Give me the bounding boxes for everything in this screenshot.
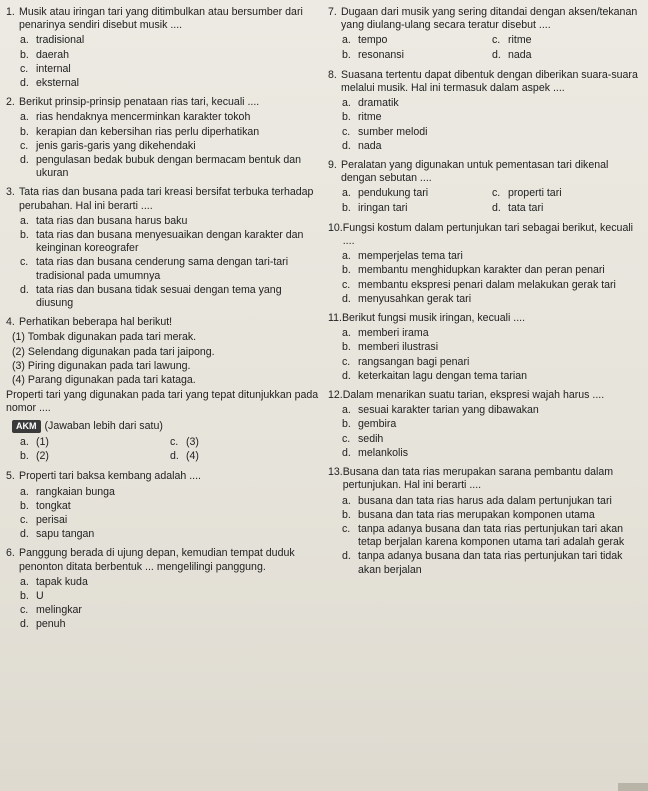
option-text: tanpa adanya busana dan tata rias pertunjukan tari akan tetap berjalan karena komponen utama tari adalah gerak <box>358 522 625 549</box>
answer-option <box>20 604 320 617</box>
akm-note: (Jawaban lebih dari satu) <box>44 419 163 432</box>
option-letter: c. <box>342 522 351 535</box>
option-text: resonansi <box>358 48 404 61</box>
option-text: dramatik <box>358 97 399 110</box>
answer-option <box>20 34 320 47</box>
option-text: gembira <box>358 418 397 431</box>
option-text: (1) <box>36 435 49 448</box>
option-text: U <box>36 589 44 602</box>
answer-option <box>20 618 320 631</box>
option-letter: b. <box>20 48 29 61</box>
answer-option <box>20 514 320 527</box>
answer-option <box>342 264 642 277</box>
question-text: Fungsi kostum dalam pertunjukan tari sebagai berikut, kecuali .... <box>342 221 634 248</box>
answer-options <box>6 486 320 542</box>
option-letter: d. <box>20 154 29 167</box>
answer-option <box>20 450 170 463</box>
answer-option <box>170 450 320 463</box>
question-number: 13. <box>328 466 343 479</box>
option-text: tongkat <box>36 499 71 512</box>
answer-option <box>170 436 320 449</box>
option-text: tanpa adanya busana dan tata rias pertunjukan tari tidak akan berjalan <box>358 550 623 576</box>
option-text: tata rias dan busana menyesuaikan dengan karakter dan keinginan koreografer <box>36 229 304 255</box>
option-letter: b. <box>342 48 351 61</box>
answer-option <box>342 418 642 431</box>
option-letter: a. <box>20 34 29 47</box>
option-letter: b. <box>342 508 351 521</box>
answer-option <box>492 187 642 200</box>
option-text: eksternal <box>36 77 79 90</box>
question-number: 3. <box>6 186 15 199</box>
answer-options <box>6 111 320 180</box>
question-number: 2. <box>6 96 15 109</box>
question-text: Panggung berada di ujung depan, kemudian tempat duduk penonton ditata berbentuk ... mengelilingi panggung. <box>19 547 295 573</box>
option-text: internal <box>36 62 71 75</box>
option-text: sesuai karakter tarian yang dibawakan <box>358 404 539 417</box>
option-text: sedih <box>358 432 384 445</box>
list-item: (2) Selendang digunakan pada tari jaipong. <box>12 345 215 358</box>
option-letter: c. <box>492 34 501 47</box>
answer-option <box>342 550 642 576</box>
question <box>328 159 642 185</box>
answer-option <box>342 187 492 200</box>
answer-option <box>20 215 320 228</box>
option-text: tradisional <box>36 34 85 47</box>
option-text: tata rias dan busana tidak sesuai dengan tema yang diusung <box>36 283 282 310</box>
option-letter: d. <box>20 528 29 541</box>
answer-option <box>492 34 642 47</box>
option-text: rangsangan bagi penari <box>358 355 470 368</box>
option-text: nada <box>508 48 532 61</box>
question <box>6 316 320 329</box>
question-number: 1. <box>6 6 15 18</box>
option-text: menyusahkan gerak tari <box>358 292 472 305</box>
option-text: pendukung tari <box>358 187 429 200</box>
option-letter: a. <box>342 250 351 263</box>
answer-option <box>342 327 642 340</box>
answer-option <box>492 202 642 215</box>
question-number: 9. <box>328 159 337 172</box>
answer-option <box>20 576 320 589</box>
option-letter: b. <box>20 589 29 602</box>
option-text: pengulasan bedak bubuk dengan bermacam bentuk dan ukuran <box>36 154 302 180</box>
answer-option <box>20 49 320 62</box>
option-letter: a. <box>20 111 29 124</box>
answer-options <box>328 404 642 460</box>
option-letter: c. <box>20 256 29 269</box>
question <box>328 69 642 95</box>
answer-option <box>492 49 642 62</box>
question <box>328 389 642 402</box>
option-text: penuh <box>36 618 66 631</box>
option-letter: a. <box>20 214 29 227</box>
answer-option <box>342 34 492 47</box>
answer-option <box>342 140 642 153</box>
question <box>6 470 320 483</box>
option-letter: a. <box>20 485 29 498</box>
answer-options <box>328 327 642 383</box>
left-column <box>6 6 320 638</box>
question-number: 7. <box>328 6 337 18</box>
question-text: Suasana tertentu dapat dibentuk dengan diberikan suara-suara melalui musik. Hal ini termasuk dalam aspek .... <box>341 68 638 95</box>
option-letter: a. <box>20 435 29 448</box>
page-corner <box>618 783 648 791</box>
option-text: memberi ilustrasi <box>358 341 439 354</box>
option-letter: c. <box>342 278 351 291</box>
option-text: membantu ekspresi penari dalam melakukan gerak tari <box>358 278 616 291</box>
option-letter: b. <box>20 125 29 138</box>
option-letter: b. <box>20 450 29 463</box>
answer-options <box>6 576 320 632</box>
option-letter: a. <box>342 187 351 200</box>
akm-row <box>12 420 320 433</box>
question-number: 4. <box>6 316 15 329</box>
answer-options <box>328 97 642 153</box>
option-letter: c. <box>170 435 179 448</box>
option-letter: c. <box>342 432 351 445</box>
option-text: ritme <box>508 34 532 47</box>
question-number: 5. <box>6 470 15 483</box>
answer-option <box>20 436 170 449</box>
option-text: rias hendaknya mencerminkan karakter tokoh <box>36 111 251 124</box>
question-text: Busana dan tata rias merupakan sarana pembantu dalam pertunjukan. Hal ini berarti .... <box>342 466 614 492</box>
answer-option <box>342 509 642 522</box>
option-letter: a. <box>20 575 29 588</box>
answer-option <box>20 528 320 541</box>
option-text: tapak kuda <box>36 575 88 588</box>
question-text: Perhatikan beberapa hal berikut! <box>19 316 173 329</box>
option-letter: c. <box>20 139 29 152</box>
list-item: (3) Piring digunakan pada tari lawung. <box>12 359 191 372</box>
option-text: kerapian dan kebersihan rias perlu diperhatikan <box>36 125 260 138</box>
option-text: iringan tari <box>358 201 408 214</box>
option-letter: a. <box>342 327 351 340</box>
option-letter: c. <box>20 62 29 75</box>
list-item: (4) Parang digunakan pada tari kataga. <box>12 374 196 387</box>
answer-option <box>342 370 642 383</box>
question-number: 11. <box>328 312 342 325</box>
option-letter: d. <box>492 48 501 61</box>
answer-option <box>342 293 642 306</box>
option-text: tata tari <box>508 201 544 214</box>
option-letter: a. <box>342 34 351 47</box>
question <box>6 96 320 109</box>
right-column <box>328 6 642 583</box>
answer-option <box>20 284 320 310</box>
answer-option <box>342 279 642 292</box>
answer-option <box>20 486 320 499</box>
option-text: daerah <box>36 48 69 61</box>
option-letter: b. <box>342 418 351 431</box>
question <box>328 222 642 248</box>
akm-badge: AKM <box>12 420 41 433</box>
answer-option <box>342 49 492 62</box>
question-text: Dalam menarikan suatu tarian, ekspresi wajah harus .... <box>342 389 605 402</box>
option-letter: d. <box>342 292 351 305</box>
answer-option <box>20 63 320 76</box>
option-letter: b. <box>20 499 29 512</box>
option-letter: d. <box>170 450 179 463</box>
option-letter: d. <box>342 139 351 152</box>
option-letter: d. <box>342 369 351 382</box>
option-letter: c. <box>20 513 29 526</box>
question <box>6 547 320 573</box>
question <box>6 6 320 32</box>
option-text: busana dan tata rias merupakan komponen utama <box>358 508 595 521</box>
option-text: tata rias dan busana cenderung sama dengan tari-tari tradisional pada umumnya <box>36 256 289 282</box>
answer-option <box>20 256 320 282</box>
answer-option <box>20 126 320 139</box>
option-letter: d. <box>342 446 351 459</box>
question-text: Berikut fungsi musik iringan, kecuali .... <box>341 312 526 325</box>
answer-option <box>342 341 642 354</box>
option-text: sumber melodi <box>358 125 428 138</box>
option-letter: c. <box>492 187 501 200</box>
option-letter: d. <box>342 550 351 563</box>
answer-options <box>328 250 642 306</box>
option-text: memperjelas tema tari <box>358 250 463 263</box>
option-letter: b. <box>342 264 351 277</box>
answer-option <box>20 500 320 513</box>
question-statement: Properti tari yang digunakan pada tari yang tepat ditunjukkan pada nomor .... <box>6 389 319 415</box>
option-text: (4) <box>186 450 199 463</box>
answer-option <box>342 523 642 549</box>
question <box>328 312 642 325</box>
option-letter: b. <box>342 341 351 354</box>
question-text: Dugaan dari musik yang sering ditandai dengan aksen/tekanan yang diulang-ulang secara teratur disebut .... <box>341 6 638 32</box>
answer-options <box>6 215 320 310</box>
option-text: keterkaitan lagu dengan tema tarian <box>358 369 528 382</box>
option-text: properti tari <box>508 187 562 200</box>
option-letter: d. <box>20 618 29 631</box>
answer-option <box>20 154 320 180</box>
answer-options <box>6 436 320 464</box>
option-text: memberi irama <box>358 327 429 340</box>
option-letter: b. <box>342 201 351 214</box>
question-text: Tata rias dan busana pada tari kreasi bersifat terbuka terhadap perubahan. Hal ini berarti .... <box>19 186 314 212</box>
answer-option <box>342 250 642 263</box>
question <box>328 6 642 32</box>
option-text: membantu menghidupkan karakter dan peran penari <box>358 264 605 277</box>
answer-option <box>342 126 642 139</box>
answer-option <box>342 495 642 508</box>
question-text: Properti tari baksa kembang adalah .... <box>19 470 201 483</box>
question <box>328 466 642 492</box>
question-number: 8. <box>328 68 337 81</box>
question-text: Berikut prinsip-prinsip penataan rias tari, kecuali .... <box>19 96 260 109</box>
option-text: melankolis <box>358 446 409 459</box>
answer-option <box>342 97 642 110</box>
option-text: sapu tangan <box>36 528 95 541</box>
answer-option <box>20 111 320 124</box>
option-letter: b. <box>20 229 29 242</box>
answer-options <box>6 34 320 90</box>
answer-option <box>20 590 320 603</box>
option-letter: d. <box>492 201 501 214</box>
question-number: 10. <box>328 221 343 234</box>
question-text: Musik atau iringan tari yang ditimbulkan atau bersumber dari penarinya sendiri disebut musik .... <box>19 6 303 32</box>
option-text: nada <box>358 139 382 152</box>
question <box>6 186 320 212</box>
option-letter: c. <box>342 355 351 368</box>
option-text: (3) <box>186 435 199 448</box>
answer-options <box>328 34 642 62</box>
option-letter: b. <box>342 111 351 124</box>
answer-option <box>20 77 320 90</box>
answer-option <box>342 356 642 369</box>
answer-option <box>342 447 642 460</box>
option-text: busana dan tata rias harus ada dalam pertunjukan tari <box>358 494 612 507</box>
option-letter: d. <box>20 77 29 90</box>
answer-option <box>20 140 320 153</box>
option-letter: a. <box>342 494 351 507</box>
item-list <box>6 331 320 387</box>
answer-option <box>342 202 492 215</box>
option-text: tata rias dan busana harus baku <box>36 214 188 227</box>
question-number: 6. <box>6 547 15 560</box>
option-letter: a. <box>342 404 351 417</box>
option-letter: c. <box>342 125 351 138</box>
option-letter: d. <box>20 283 29 296</box>
option-text: ritme <box>358 111 382 124</box>
option-text: jenis garis-garis yang dikehendaki <box>36 139 196 152</box>
answer-option <box>342 404 642 417</box>
option-letter: a. <box>342 97 351 110</box>
option-text: melingkar <box>36 604 82 617</box>
answer-option <box>342 433 642 446</box>
answer-options <box>328 495 642 577</box>
option-text: perisai <box>36 513 68 526</box>
question-number: 12. <box>328 389 343 402</box>
answer-option <box>20 229 320 255</box>
option-text: (2) <box>36 450 49 463</box>
option-letter: c. <box>20 604 29 617</box>
answer-option <box>342 111 642 124</box>
answer-options <box>328 187 642 215</box>
option-text: tempo <box>358 34 388 47</box>
list-item: (1) Tombak digunakan pada tari merak. <box>12 331 197 344</box>
question-text: Peralatan yang digunakan untuk pementasan tari dikenal dengan sebutan .... <box>341 159 609 185</box>
option-text: rangkaian bunga <box>36 485 115 498</box>
